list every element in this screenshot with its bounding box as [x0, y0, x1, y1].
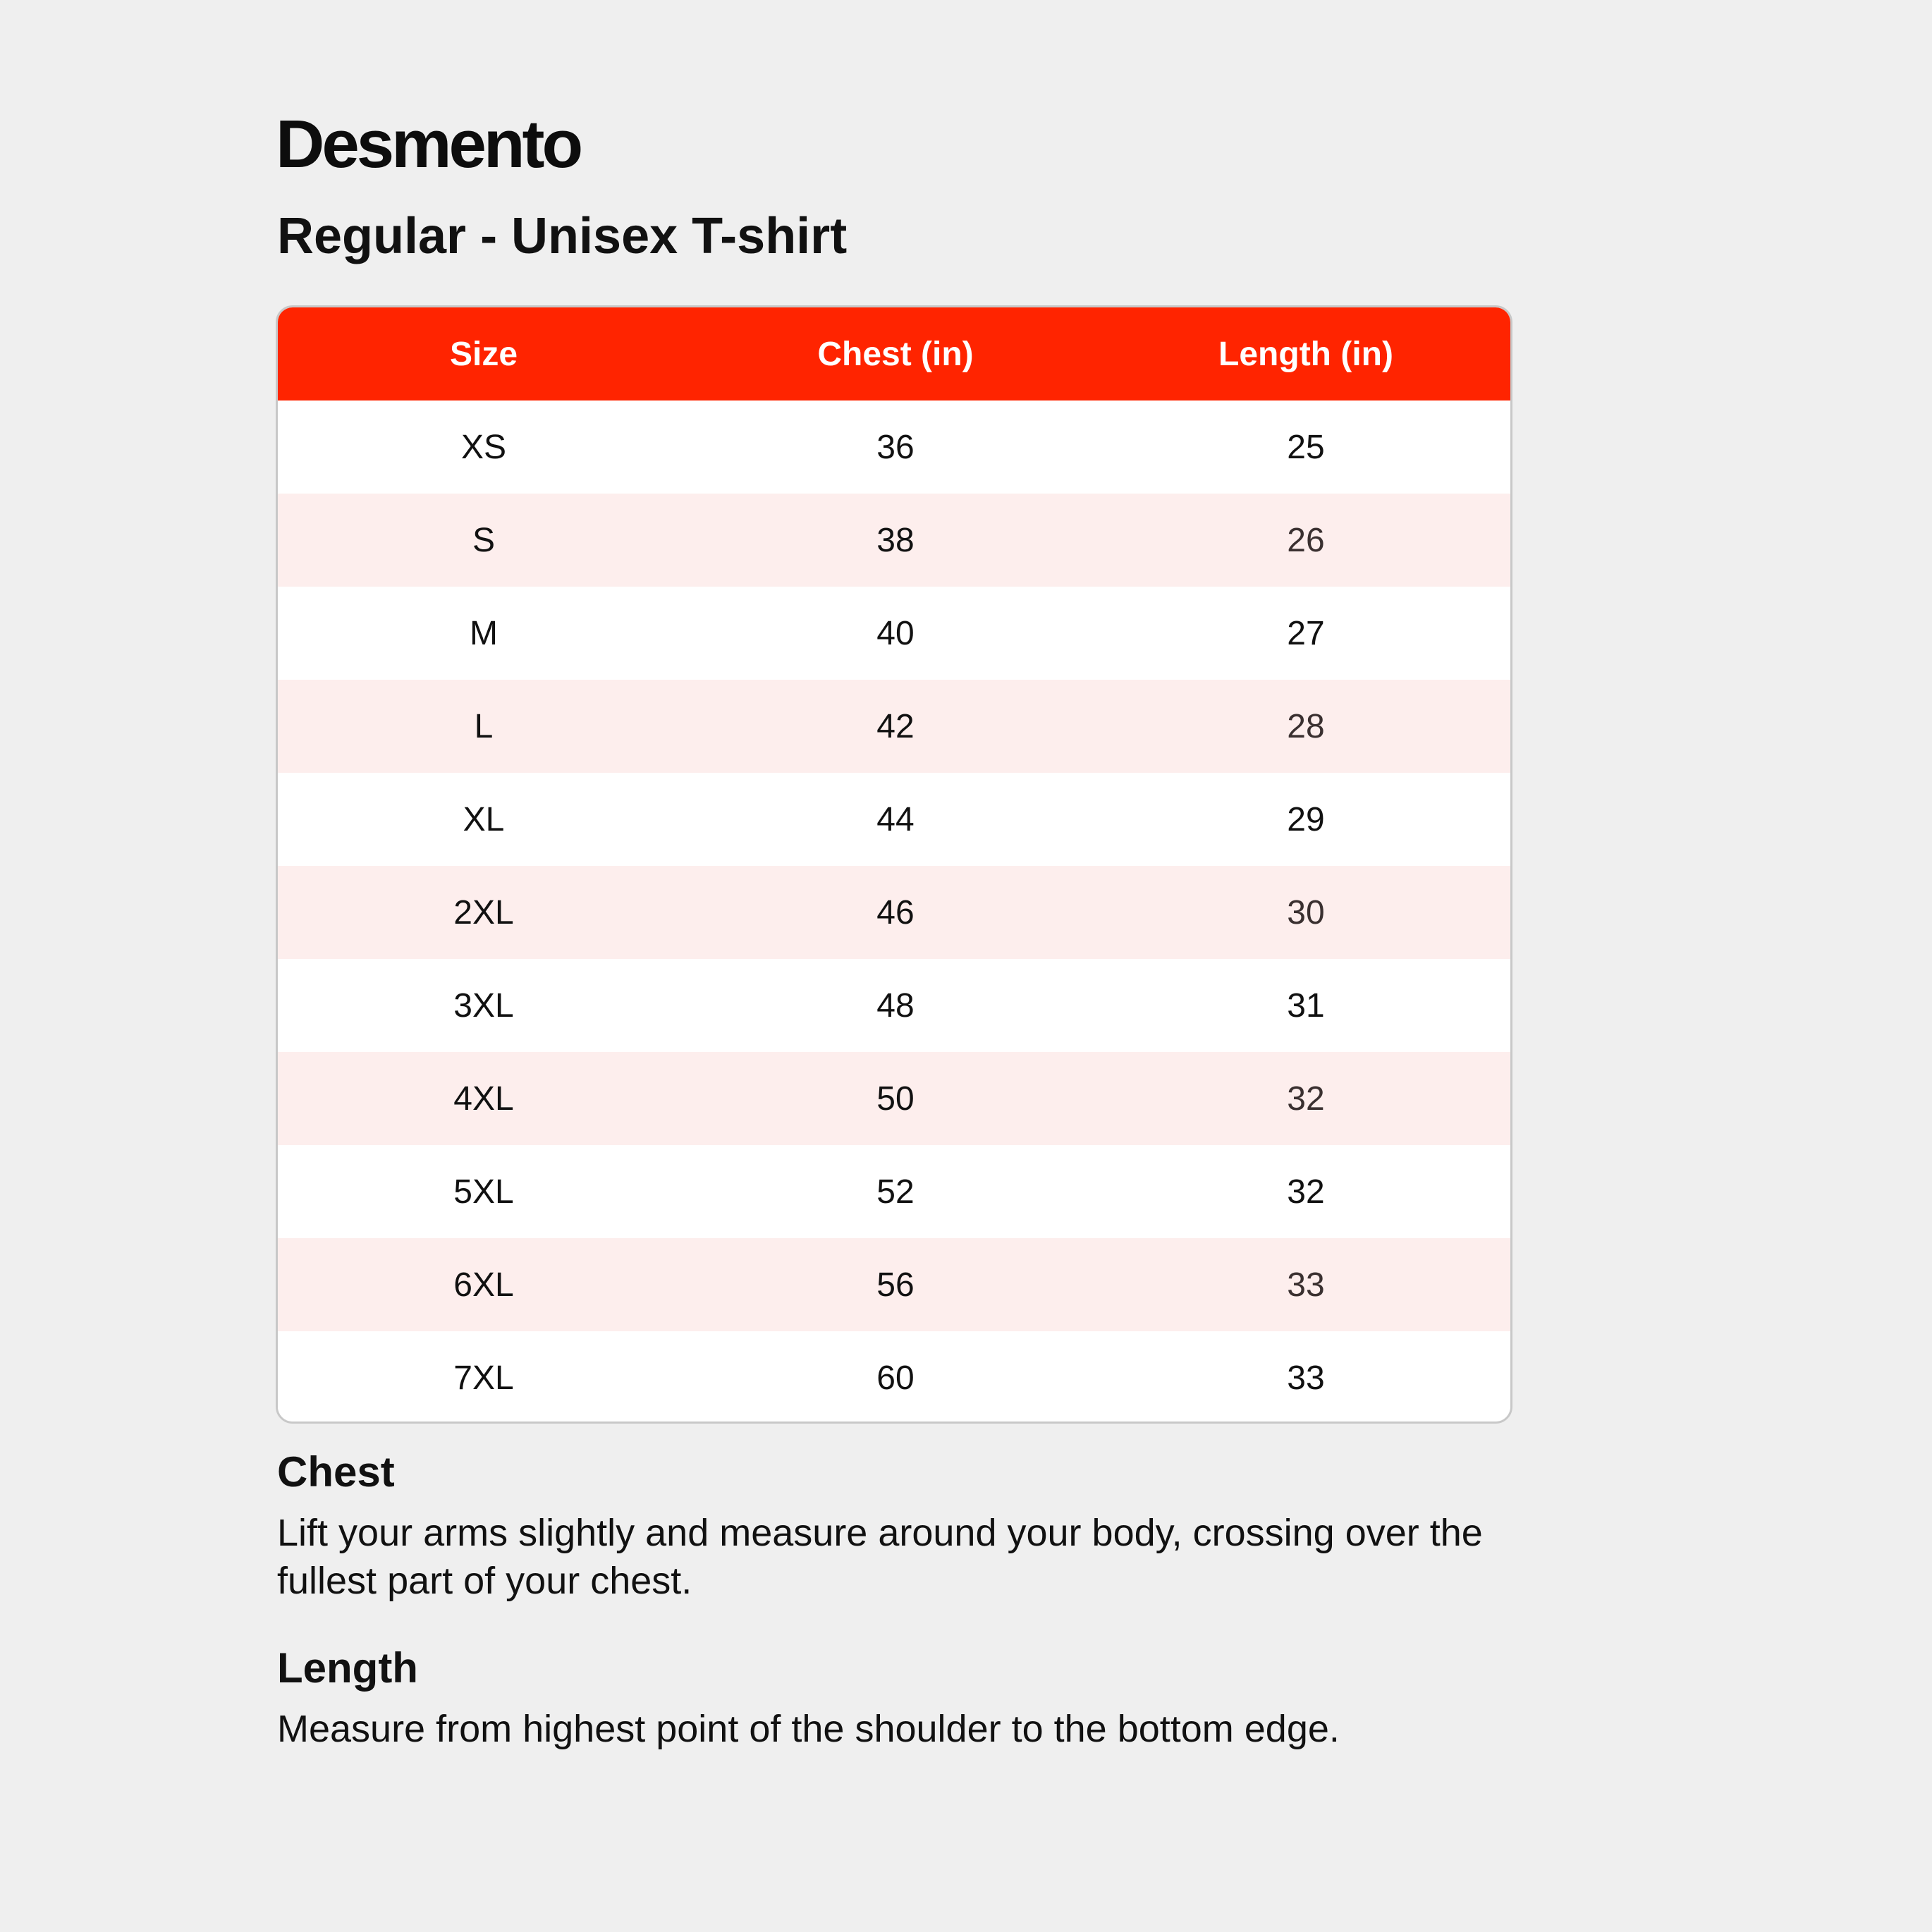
size-guide-page	[276, 106, 1514, 1750]
cell-length: 33	[1287, 1359, 1325, 1397]
header-length: Length (in)	[1218, 335, 1393, 373]
cell-length: 32	[1287, 1173, 1325, 1211]
cell-size: XS	[460, 428, 507, 466]
cell-chest: 38	[876, 521, 915, 559]
cell-length: 29	[1287, 800, 1325, 838]
table-row	[278, 1052, 1510, 1145]
chest-note	[277, 1445, 1514, 1605]
cell-size: S	[472, 521, 495, 559]
cell-size: M	[470, 614, 498, 652]
cell-size: 6XL	[453, 1266, 514, 1304]
chest-instructions: Lift your arms slightly and measure around your body, crossing over the fullest part of your chest.	[277, 1512, 1483, 1602]
table-row	[278, 494, 1510, 587]
cell-chest: 60	[876, 1359, 915, 1397]
cell-chest: 52	[876, 1173, 915, 1211]
cell-size: L	[474, 707, 494, 745]
cell-length: 25	[1287, 428, 1325, 466]
size-table-body	[278, 401, 1510, 1424]
header-chest: Chest (in)	[817, 335, 974, 373]
table-row	[278, 866, 1510, 959]
table-row	[278, 680, 1510, 773]
table-row	[278, 587, 1510, 680]
cell-size: 4XL	[453, 1080, 514, 1118]
header-size: Size	[449, 335, 518, 373]
cell-size: XL	[463, 800, 505, 838]
table-row	[278, 773, 1510, 866]
cell-chest: 36	[876, 428, 915, 466]
cell-chest: 40	[876, 614, 915, 652]
cell-length: 30	[1287, 893, 1325, 931]
length-heading: Length	[277, 1644, 418, 1692]
measurement-notes	[277, 1445, 1514, 1753]
cell-length: 32	[1287, 1080, 1325, 1118]
cell-size: 3XL	[453, 986, 514, 1025]
size-table	[278, 307, 1510, 1424]
page-title: Regular - Unisex T-shirt	[277, 208, 848, 264]
header-row	[278, 307, 1510, 401]
size-table-container	[276, 305, 1512, 1424]
table-row	[278, 401, 1510, 494]
length-note	[277, 1641, 1514, 1753]
cell-chest: 48	[876, 986, 915, 1025]
table-row	[278, 1238, 1510, 1331]
cell-size: 5XL	[453, 1173, 514, 1211]
cell-length: 31	[1287, 986, 1325, 1025]
cell-length: 28	[1287, 707, 1325, 745]
cell-chest: 56	[876, 1266, 915, 1304]
chest-heading: Chest	[277, 1448, 395, 1496]
cell-chest: 50	[876, 1080, 915, 1118]
cell-length: 26	[1287, 521, 1325, 559]
cell-length: 27	[1287, 614, 1325, 652]
cell-size: 2XL	[453, 893, 514, 931]
cell-chest: 44	[876, 800, 915, 838]
size-table-header	[278, 307, 1510, 401]
table-row	[278, 959, 1510, 1052]
cell-chest: 46	[876, 893, 915, 931]
cell-size: 7XL	[453, 1359, 514, 1397]
brand-logo: Desmento	[276, 106, 581, 182]
table-row	[278, 1145, 1510, 1238]
table-row	[278, 1331, 1510, 1424]
cell-length: 33	[1287, 1266, 1325, 1304]
cell-chest: 42	[876, 707, 915, 745]
length-instructions: Measure from highest point of the shoulder to the bottom edge.	[277, 1708, 1340, 1750]
